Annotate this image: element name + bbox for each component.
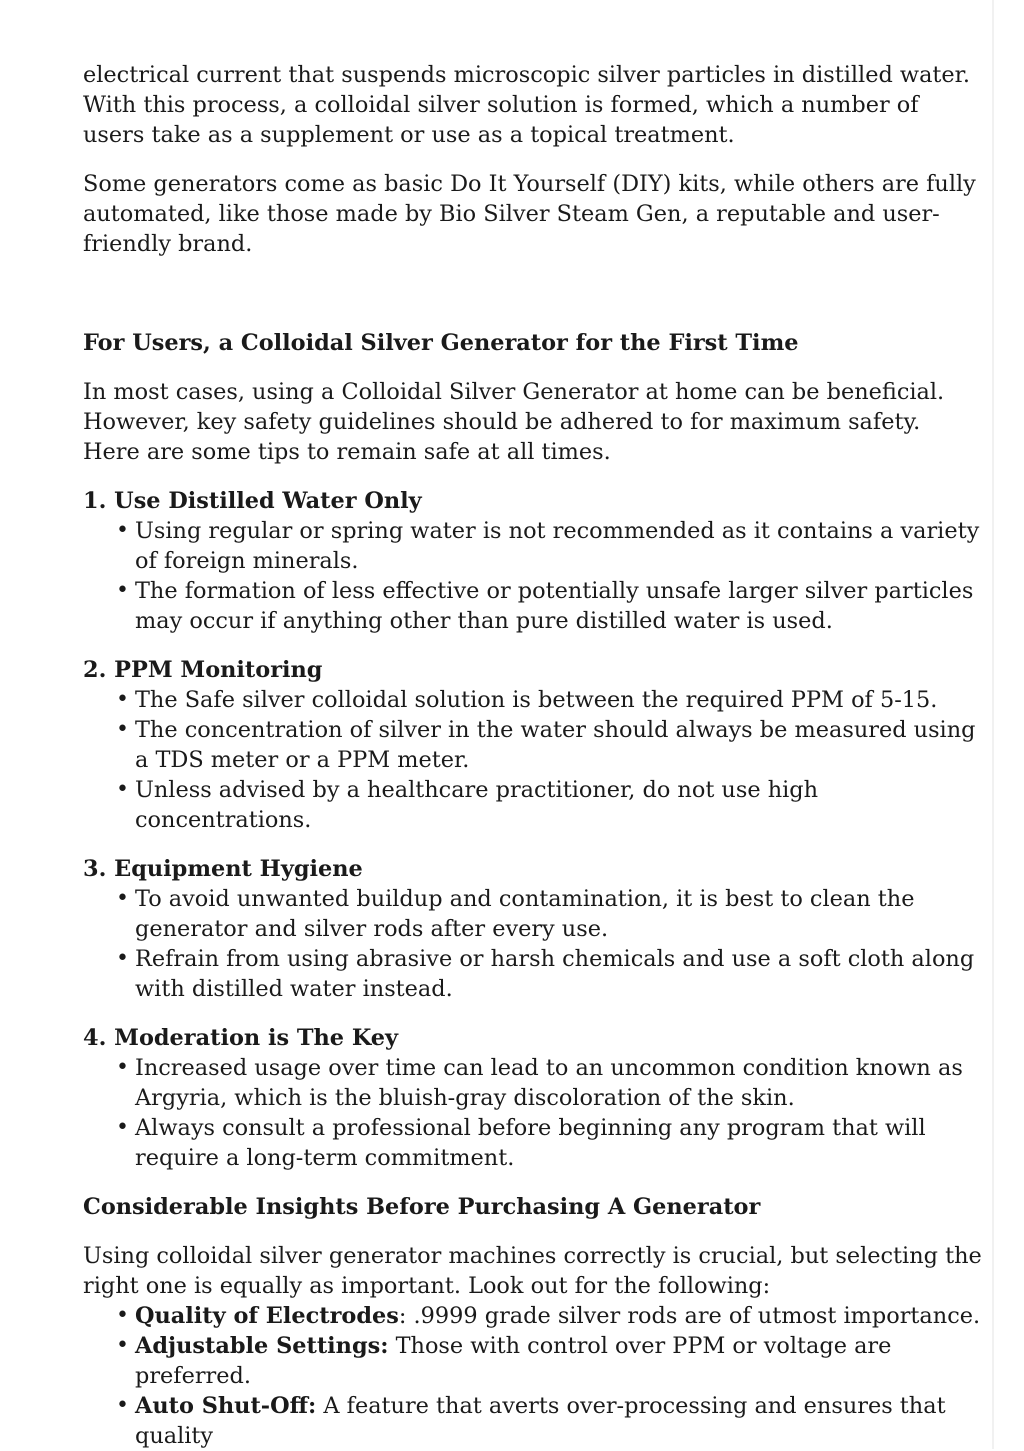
- item-text: A feature that averts over-processing and ensures that quality: [135, 1393, 946, 1449]
- list-item: • Unless advised by a healthcare practitioner, do not use high concentrations.: [135, 775, 983, 835]
- tip-title: 2. PPM Monitoring: [83, 657, 323, 683]
- purchase-intro: Using colloidal silver generator machines correctly is crucial, but selecting the right one is equally as important. Look out for the following:: [83, 1243, 982, 1299]
- list-item: • To avoid unwanted buildup and contamination, it is best to clean the generator and silver rods after every use.: [135, 884, 983, 944]
- document-body: [83, 60, 983, 1451]
- purchase-list: [83, 1301, 983, 1451]
- list-item: • Always consult a professional before beginning any program that will require a long-term commitment.: [135, 1113, 983, 1173]
- item-label: Quality of Electrodes: [135, 1303, 399, 1329]
- intro-paragraph-1: electrical current that suspends microscopic silver particles in distilled water. With this process, a colloidal silver solution is formed, which a number of users take as a supplement or use as a topical treatment.: [83, 62, 971, 148]
- first-time-heading: For Users, a Colloidal Silver Generator for the First Time: [83, 330, 799, 356]
- tip-2: [83, 655, 983, 835]
- item-label: Adjustable Settings:: [135, 1333, 389, 1359]
- item-label: Auto Shut-Off:: [135, 1393, 317, 1419]
- list-item: [135, 1331, 983, 1391]
- tip-title: 1. Use Distilled Water Only: [83, 488, 422, 514]
- list-item: • Using regular or spring water is not recommended as it contains a variety of foreign minerals.: [135, 516, 983, 576]
- tip-4: [83, 1023, 983, 1173]
- intro-paragraph-2: Some generators come as basic Do It Yourself (DIY) kits, while others are fully automated, like those made by Bio Silver Steam Gen, a reputable and user-friendly brand.: [83, 171, 976, 257]
- list-item: • The concentration of silver in the water should always be measured using a TDS meter or a PPM meter.: [135, 715, 983, 775]
- tip-title: 3. Equipment Hygiene: [83, 856, 363, 882]
- item-text: Those with control over PPM or voltage are preferred.: [135, 1333, 892, 1389]
- list-item: • The Safe silver colloidal solution is between the required PPM of 5-15.: [135, 685, 983, 715]
- list-item: [135, 1391, 983, 1451]
- list-item: • The formation of less effective or potentially unsafe larger silver particles may occur if anything other than pure distilled water is used.: [135, 576, 983, 636]
- list-item: • Refrain from using abrasive or harsh chemicals and use a soft cloth along with distilled water instead.: [135, 944, 983, 1004]
- purchase-heading: Considerable Insights Before Purchasing A Generator: [83, 1194, 761, 1220]
- list-item: [135, 1301, 983, 1331]
- tip-1: [83, 486, 983, 636]
- tip-bullets: [83, 516, 983, 636]
- tip-bullets: [83, 884, 983, 1004]
- tip-title: 4. Moderation is The Key: [83, 1025, 399, 1051]
- tip-bullets: [83, 685, 983, 835]
- item-text: : .9999 grade silver rods are of utmost importance.: [398, 1303, 981, 1329]
- list-item: • Increased usage over time can lead to an uncommon condition known as Argyria, which is the bluish-gray discoloration of the skin.: [135, 1053, 983, 1113]
- first-time-intro: In most cases, using a Colloidal Silver Generator at home can be beneficial. However, key safety guidelines should be adhered to for maximum safety. Here are some tips to remain safe at all times.: [83, 379, 945, 465]
- tip-bullets: [83, 1053, 983, 1173]
- tip-3: [83, 854, 983, 1004]
- page-edge-divider: [992, 0, 994, 1449]
